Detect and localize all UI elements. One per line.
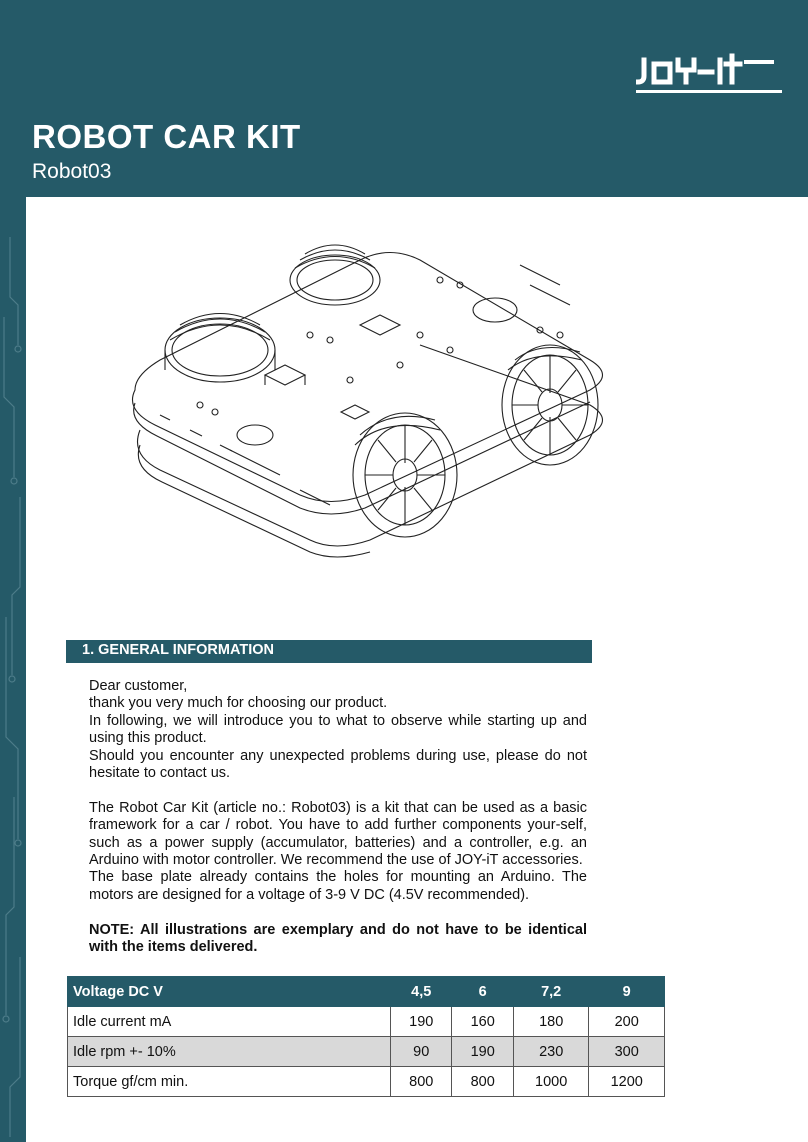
- motor-spec-table: [67, 976, 665, 1097]
- page-title: ROBOT CAR KIT: [32, 118, 301, 155]
- header-banner: [0, 0, 808, 197]
- table-cell: 230: [513, 1037, 589, 1067]
- table-row: [68, 1007, 665, 1037]
- body-text: [89, 678, 587, 956]
- table-cell: 190: [452, 1037, 513, 1067]
- table-cell: 180: [513, 1007, 589, 1037]
- table-cell: 1000: [513, 1067, 589, 1097]
- table-header-cell: Voltage DC V: [68, 977, 391, 1007]
- joy-it-logo: [636, 52, 782, 98]
- table-cell: 190: [391, 1007, 452, 1037]
- intro-line: In following, we will introduce you to what to observe while starting up and using this product.: [89, 712, 587, 747]
- table-cell: 90: [391, 1037, 452, 1067]
- table-cell: Torque gf/cm min.: [68, 1067, 391, 1097]
- base-plate-paragraph: The base plate already contains the holes for mounting an Arduino. The motors are designed for a voltage of 3-9 V DC (4.5V recommended).: [89, 869, 587, 903]
- table-header-cell: 7,2: [513, 977, 589, 1007]
- page-subtitle: Robot03: [32, 160, 112, 183]
- table-header-row: [68, 977, 665, 1007]
- table-row: [68, 1067, 665, 1097]
- greeting: Dear customer,: [89, 678, 188, 694]
- robot-car-illustration: [120, 240, 620, 560]
- table-header-cell: 9: [589, 977, 665, 1007]
- table-cell: Idle rpm +- 10%: [68, 1037, 391, 1067]
- table-cell: 800: [391, 1067, 452, 1097]
- table-header-cell: 4,5: [391, 977, 452, 1007]
- description-paragraph: The Robot Car Kit (article no.: Robot03) is a kit that can be used as a basic framework for a car / robot. You have to add further components your-self, such as a power supply (accumulator, batteries) and a controller, e.g. an Arduino with motor controller. We recommend the use of JOY-iT accessories.: [89, 799, 587, 869]
- table-cell: 200: [589, 1007, 665, 1037]
- note-paragraph: NOTE: All illustrations are exemplary and do not have to be identical with the items delivered.: [89, 921, 587, 956]
- decorative-sidebar: [0, 197, 26, 1142]
- table-cell: 300: [589, 1037, 665, 1067]
- table-cell: 800: [452, 1067, 513, 1097]
- thanks-line: thank you very much for choosing our product.: [89, 695, 388, 712]
- table-cell: 1200: [589, 1067, 665, 1097]
- table-header-cell: 6: [452, 977, 513, 1007]
- section-heading: 1. GENERAL INFORMATION: [82, 642, 274, 658]
- contact-line: Should you encounter any unexpected problems during use, please do not hesitate to contact us.: [89, 747, 587, 782]
- table-cell: 160: [452, 1007, 513, 1037]
- section-heading-bar: [66, 640, 592, 663]
- table-cell: Idle current mA: [68, 1007, 391, 1037]
- table-row: [68, 1037, 665, 1067]
